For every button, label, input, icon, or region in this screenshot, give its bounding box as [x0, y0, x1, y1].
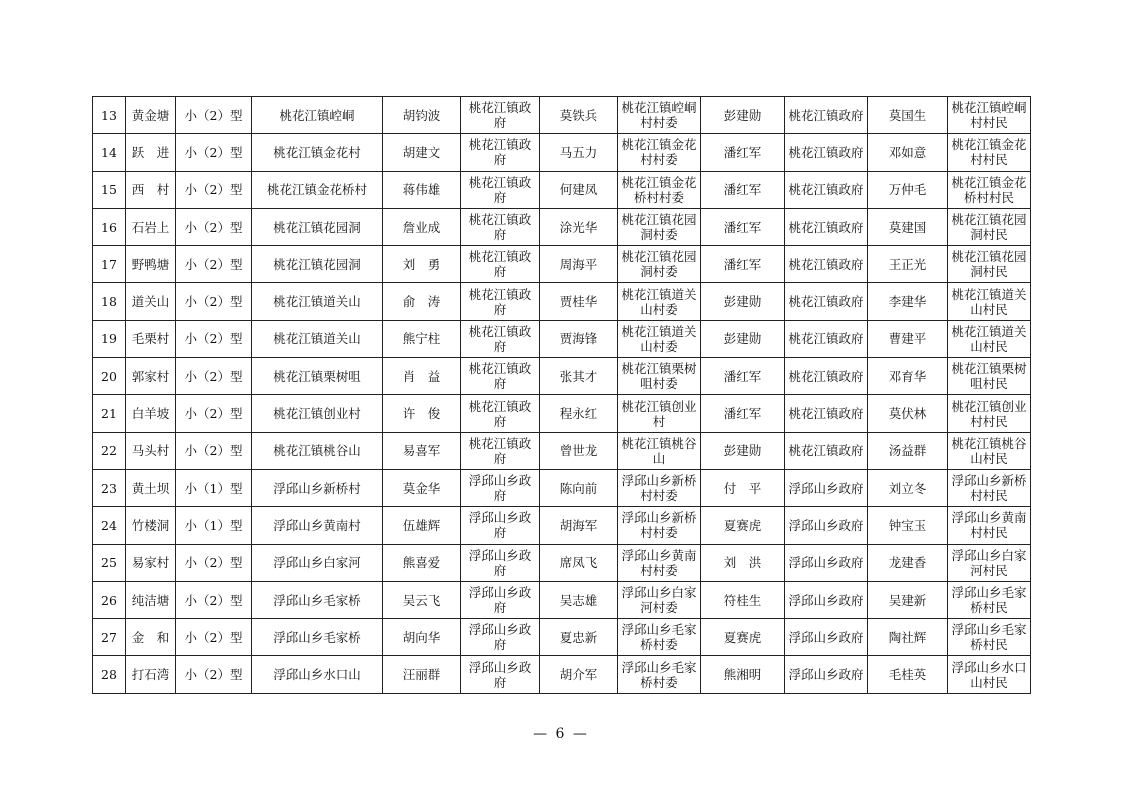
cell-admin-responsible: 熊宁柱	[383, 320, 461, 357]
cell-patrol-supervisor: 潘红军	[701, 208, 785, 245]
cell-technical-responsible: 曾世龙	[540, 432, 618, 469]
cell-admin-responsible: 易喜军	[383, 432, 461, 469]
cell-technical-responsible: 周海平	[540, 246, 618, 283]
cell-admin-unit: 桃花江镇政府	[461, 97, 540, 134]
cell-location: 浮邱山乡毛家桥	[252, 619, 383, 656]
cell-patrol-supervisor: 彭建勋	[701, 432, 785, 469]
cell-technical-responsible: 贾桂华	[540, 283, 618, 320]
cell-technical-unit: 浮邱山乡毛家桥村委	[618, 656, 701, 693]
cell-keeper-unit: 浮邱山乡水口山村民	[948, 656, 1031, 693]
cell-technical-unit: 桃花江镇花园洞村委	[618, 246, 701, 283]
cell-admin-unit: 桃花江镇政府	[461, 395, 540, 432]
cell-location: 桃花江镇道关山	[252, 283, 383, 320]
cell-reservoir-scale: 小（2）型	[176, 208, 252, 245]
cell-reservoir-scale: 小（2）型	[176, 581, 252, 618]
cell-row-index: 26	[93, 581, 126, 618]
cell-admin-unit: 浮邱山乡政府	[461, 469, 540, 506]
cell-reservoir-name: 金 和	[126, 619, 176, 656]
cell-admin-unit: 浮邱山乡政府	[461, 544, 540, 581]
cell-patrol-supervisor: 彭建勋	[701, 97, 785, 134]
cell-admin-unit: 桃花江镇政府	[461, 283, 540, 320]
cell-patrol-keeper: 李建华	[868, 283, 948, 320]
cell-admin-responsible: 汪丽群	[383, 656, 461, 693]
cell-supervisor-unit: 桃花江镇政府	[785, 432, 868, 469]
cell-location: 浮邱山乡黄南村	[252, 507, 383, 544]
cell-supervisor-unit: 桃花江镇政府	[785, 283, 868, 320]
cell-admin-unit: 浮邱山乡政府	[461, 581, 540, 618]
cell-technical-unit: 浮邱山乡新桥村村委	[618, 507, 701, 544]
cell-keeper-unit: 浮邱山乡黄南村村民	[948, 507, 1031, 544]
cell-admin-responsible: 俞 涛	[383, 283, 461, 320]
table-row	[93, 544, 1031, 581]
table-row	[93, 171, 1031, 208]
cell-technical-unit: 桃花江镇道关山村委	[618, 283, 701, 320]
table-row	[93, 208, 1031, 245]
cell-patrol-keeper: 邓如意	[868, 134, 948, 171]
cell-admin-unit: 桃花江镇政府	[461, 320, 540, 357]
cell-location: 桃花江镇金花桥村	[252, 171, 383, 208]
cell-patrol-supervisor: 潘红军	[701, 134, 785, 171]
cell-reservoir-scale: 小（2）型	[176, 97, 252, 134]
cell-location: 浮邱山乡白家河	[252, 544, 383, 581]
cell-technical-unit: 桃花江镇栗树咀村委	[618, 358, 701, 395]
cell-row-index: 16	[93, 208, 126, 245]
cell-supervisor-unit: 浮邱山乡政府	[785, 507, 868, 544]
cell-keeper-unit: 桃花江镇道关山村民	[948, 320, 1031, 357]
cell-reservoir-name: 跃 进	[126, 134, 176, 171]
cell-patrol-keeper: 汤益群	[868, 432, 948, 469]
cell-admin-unit: 桃花江镇政府	[461, 171, 540, 208]
cell-supervisor-unit: 浮邱山乡政府	[785, 619, 868, 656]
cell-location: 浮邱山乡水口山	[252, 656, 383, 693]
cell-patrol-supervisor: 夏赛虎	[701, 507, 785, 544]
cell-supervisor-unit: 浮邱山乡政府	[785, 544, 868, 581]
cell-location: 桃花江镇创业村	[252, 395, 383, 432]
cell-admin-unit: 桃花江镇政府	[461, 208, 540, 245]
cell-reservoir-scale: 小（2）型	[176, 320, 252, 357]
cell-admin-responsible: 胡向华	[383, 619, 461, 656]
cell-keeper-unit: 浮邱山乡毛家桥村民	[948, 581, 1031, 618]
cell-row-index: 19	[93, 320, 126, 357]
cell-admin-responsible: 许 俊	[383, 395, 461, 432]
cell-reservoir-scale: 小（2）型	[176, 395, 252, 432]
cell-row-index: 27	[93, 619, 126, 656]
cell-patrol-keeper: 王正光	[868, 246, 948, 283]
cell-row-index: 18	[93, 283, 126, 320]
cell-reservoir-name: 毛栗村	[126, 320, 176, 357]
cell-admin-responsible: 胡钧波	[383, 97, 461, 134]
table-row	[93, 432, 1031, 469]
cell-supervisor-unit: 浮邱山乡政府	[785, 581, 868, 618]
cell-admin-responsible: 蒋伟雄	[383, 171, 461, 208]
cell-supervisor-unit: 浮邱山乡政府	[785, 469, 868, 506]
cell-patrol-supervisor: 熊湘明	[701, 656, 785, 693]
cell-admin-responsible: 莫金华	[383, 469, 461, 506]
cell-reservoir-name: 石岩上	[126, 208, 176, 245]
cell-technical-responsible: 夏忠新	[540, 619, 618, 656]
cell-technical-responsible: 何建凤	[540, 171, 618, 208]
cell-reservoir-scale: 小（2）型	[176, 358, 252, 395]
cell-reservoir-name: 野鸭塘	[126, 246, 176, 283]
cell-admin-responsible: 肖 益	[383, 358, 461, 395]
cell-technical-unit: 桃花江镇金花桥村村委	[618, 171, 701, 208]
table-row	[93, 246, 1031, 283]
cell-patrol-supervisor: 夏赛虎	[701, 619, 785, 656]
cell-row-index: 28	[93, 656, 126, 693]
cell-supervisor-unit: 桃花江镇政府	[785, 97, 868, 134]
cell-keeper-unit: 桃花江镇道关山村民	[948, 283, 1031, 320]
cell-reservoir-scale: 小（1）型	[176, 469, 252, 506]
cell-row-index: 17	[93, 246, 126, 283]
table-row	[93, 656, 1031, 693]
cell-admin-responsible: 吴云飞	[383, 581, 461, 618]
cell-patrol-supervisor: 付 平	[701, 469, 785, 506]
cell-reservoir-scale: 小（2）型	[176, 432, 252, 469]
cell-patrol-supervisor: 符桂生	[701, 581, 785, 618]
cell-technical-responsible: 贾海锋	[540, 320, 618, 357]
table-row	[93, 320, 1031, 357]
cell-technical-responsible: 莫铁兵	[540, 97, 618, 134]
cell-row-index: 21	[93, 395, 126, 432]
cell-reservoir-name: 马头村	[126, 432, 176, 469]
cell-patrol-supervisor: 潘红军	[701, 358, 785, 395]
table-row	[93, 581, 1031, 618]
cell-patrol-keeper: 莫建国	[868, 208, 948, 245]
cell-reservoir-scale: 小（2）型	[176, 134, 252, 171]
cell-technical-responsible: 马五力	[540, 134, 618, 171]
cell-technical-unit: 桃花江镇道关山村委	[618, 320, 701, 357]
cell-admin-responsible: 胡建文	[383, 134, 461, 171]
cell-reservoir-name: 纯洁塘	[126, 581, 176, 618]
table-row	[93, 358, 1031, 395]
table-row	[93, 283, 1031, 320]
cell-technical-unit: 浮邱山乡白家河村委	[618, 581, 701, 618]
cell-admin-unit: 桃花江镇政府	[461, 246, 540, 283]
cell-row-index: 22	[93, 432, 126, 469]
cell-supervisor-unit: 桃花江镇政府	[785, 246, 868, 283]
cell-patrol-supervisor: 彭建勋	[701, 320, 785, 357]
cell-technical-unit: 浮邱山乡黄南村村委	[618, 544, 701, 581]
cell-technical-responsible: 胡介军	[540, 656, 618, 693]
cell-keeper-unit: 桃花江镇花园洞村民	[948, 208, 1031, 245]
cell-reservoir-scale: 小（2）型	[176, 171, 252, 208]
cell-location: 浮邱山乡毛家桥	[252, 581, 383, 618]
cell-row-index: 25	[93, 544, 126, 581]
cell-location: 桃花江镇道关山	[252, 320, 383, 357]
cell-location: 桃花江镇桃谷山	[252, 432, 383, 469]
table-row	[93, 619, 1031, 656]
cell-reservoir-name: 黄金塘	[126, 97, 176, 134]
cell-admin-unit: 桃花江镇政府	[461, 432, 540, 469]
cell-technical-unit: 桃花江镇桃谷山	[618, 432, 701, 469]
cell-keeper-unit: 桃花江镇花园洞村民	[948, 246, 1031, 283]
cell-technical-responsible: 吴志雄	[540, 581, 618, 618]
cell-patrol-keeper: 龙建香	[868, 544, 948, 581]
cell-location: 桃花江镇崆峒	[252, 97, 383, 134]
cell-technical-unit: 桃花江镇创业村	[618, 395, 701, 432]
cell-supervisor-unit: 桃花江镇政府	[785, 171, 868, 208]
cell-keeper-unit: 桃花江镇崆峒村村民	[948, 97, 1031, 134]
cell-patrol-supervisor: 彭建勋	[701, 283, 785, 320]
cell-technical-responsible: 程永红	[540, 395, 618, 432]
cell-row-index: 15	[93, 171, 126, 208]
cell-row-index: 24	[93, 507, 126, 544]
cell-row-index: 14	[93, 134, 126, 171]
cell-patrol-supervisor: 潘红军	[701, 246, 785, 283]
cell-keeper-unit: 桃花江镇创业村村民	[948, 395, 1031, 432]
cell-reservoir-name: 黄土坝	[126, 469, 176, 506]
cell-row-index: 23	[93, 469, 126, 506]
cell-patrol-keeper: 吴建新	[868, 581, 948, 618]
cell-row-index: 13	[93, 97, 126, 134]
cell-technical-unit: 桃花江镇金花村村委	[618, 134, 701, 171]
cell-patrol-keeper: 陶社辉	[868, 619, 948, 656]
cell-technical-unit: 桃花江镇花园洞村委	[618, 208, 701, 245]
cell-location: 浮邱山乡新桥村	[252, 469, 383, 506]
cell-admin-responsible: 詹业成	[383, 208, 461, 245]
page-number: — 6 —	[533, 726, 589, 742]
reservoir-responsibility-table	[92, 96, 1031, 694]
cell-supervisor-unit: 桃花江镇政府	[785, 395, 868, 432]
cell-reservoir-name: 郭家村	[126, 358, 176, 395]
cell-reservoir-scale: 小（2）型	[176, 619, 252, 656]
cell-keeper-unit: 桃花江镇栗树咀村民	[948, 358, 1031, 395]
cell-patrol-supervisor: 刘 洪	[701, 544, 785, 581]
cell-keeper-unit: 浮邱山乡白家河村民	[948, 544, 1031, 581]
cell-patrol-keeper: 钟宝玉	[868, 507, 948, 544]
cell-supervisor-unit: 浮邱山乡政府	[785, 656, 868, 693]
cell-keeper-unit: 桃花江镇金花村村民	[948, 134, 1031, 171]
cell-reservoir-name: 打石湾	[126, 656, 176, 693]
cell-admin-responsible: 熊喜爱	[383, 544, 461, 581]
cell-patrol-keeper: 曹建平	[868, 320, 948, 357]
cell-reservoir-scale: 小（1）型	[176, 507, 252, 544]
cell-technical-unit: 浮邱山乡新桥村村委	[618, 469, 701, 506]
table-row	[93, 469, 1031, 506]
cell-admin-unit: 桃花江镇政府	[461, 358, 540, 395]
cell-admin-responsible: 刘 勇	[383, 246, 461, 283]
cell-patrol-keeper: 莫国生	[868, 97, 948, 134]
cell-admin-unit: 桃花江镇政府	[461, 134, 540, 171]
cell-technical-responsible: 席凤飞	[540, 544, 618, 581]
cell-keeper-unit: 浮邱山乡毛家桥村民	[948, 619, 1031, 656]
cell-location: 桃花江镇花园洞	[252, 208, 383, 245]
cell-patrol-supervisor: 潘红军	[701, 171, 785, 208]
table-row	[93, 134, 1031, 171]
cell-reservoir-name: 竹楼洞	[126, 507, 176, 544]
cell-admin-unit: 浮邱山乡政府	[461, 619, 540, 656]
cell-admin-unit: 浮邱山乡政府	[461, 507, 540, 544]
cell-technical-responsible: 涂光华	[540, 208, 618, 245]
cell-reservoir-scale: 小（2）型	[176, 246, 252, 283]
cell-reservoir-name: 西 村	[126, 171, 176, 208]
table-row	[93, 97, 1031, 134]
cell-supervisor-unit: 桃花江镇政府	[785, 320, 868, 357]
cell-location: 桃花江镇花园洞	[252, 246, 383, 283]
cell-reservoir-scale: 小（2）型	[176, 544, 252, 581]
cell-technical-unit: 桃花江镇崆峒村村委	[618, 97, 701, 134]
cell-admin-responsible: 伍雄辉	[383, 507, 461, 544]
cell-technical-responsible: 陈向前	[540, 469, 618, 506]
cell-reservoir-name: 白羊坡	[126, 395, 176, 432]
table-row	[93, 395, 1031, 432]
cell-keeper-unit: 浮邱山乡新桥村村民	[948, 469, 1031, 506]
cell-patrol-keeper: 莫伏林	[868, 395, 948, 432]
table-body	[93, 97, 1031, 694]
table-row	[93, 507, 1031, 544]
cell-patrol-keeper: 毛桂英	[868, 656, 948, 693]
cell-reservoir-name: 易家村	[126, 544, 176, 581]
cell-patrol-keeper: 邓育华	[868, 358, 948, 395]
cell-keeper-unit: 桃花江镇金花桥村村民	[948, 171, 1031, 208]
cell-technical-unit: 浮邱山乡毛家桥村委	[618, 619, 701, 656]
cell-location: 桃花江镇金花村	[252, 134, 383, 171]
cell-supervisor-unit: 桃花江镇政府	[785, 358, 868, 395]
cell-technical-responsible: 胡海军	[540, 507, 618, 544]
cell-location: 桃花江镇栗树咀	[252, 358, 383, 395]
cell-admin-unit: 浮邱山乡政府	[461, 656, 540, 693]
cell-technical-responsible: 张其才	[540, 358, 618, 395]
cell-supervisor-unit: 桃花江镇政府	[785, 208, 868, 245]
cell-patrol-supervisor: 潘红军	[701, 395, 785, 432]
cell-reservoir-name: 道关山	[126, 283, 176, 320]
cell-keeper-unit: 桃花江镇桃谷山村民	[948, 432, 1031, 469]
cell-reservoir-scale: 小（2）型	[176, 283, 252, 320]
cell-row-index: 20	[93, 358, 126, 395]
cell-reservoir-scale: 小（2）型	[176, 656, 252, 693]
cell-patrol-keeper: 刘立冬	[868, 469, 948, 506]
cell-supervisor-unit: 桃花江镇政府	[785, 134, 868, 171]
cell-patrol-keeper: 万仲毛	[868, 171, 948, 208]
